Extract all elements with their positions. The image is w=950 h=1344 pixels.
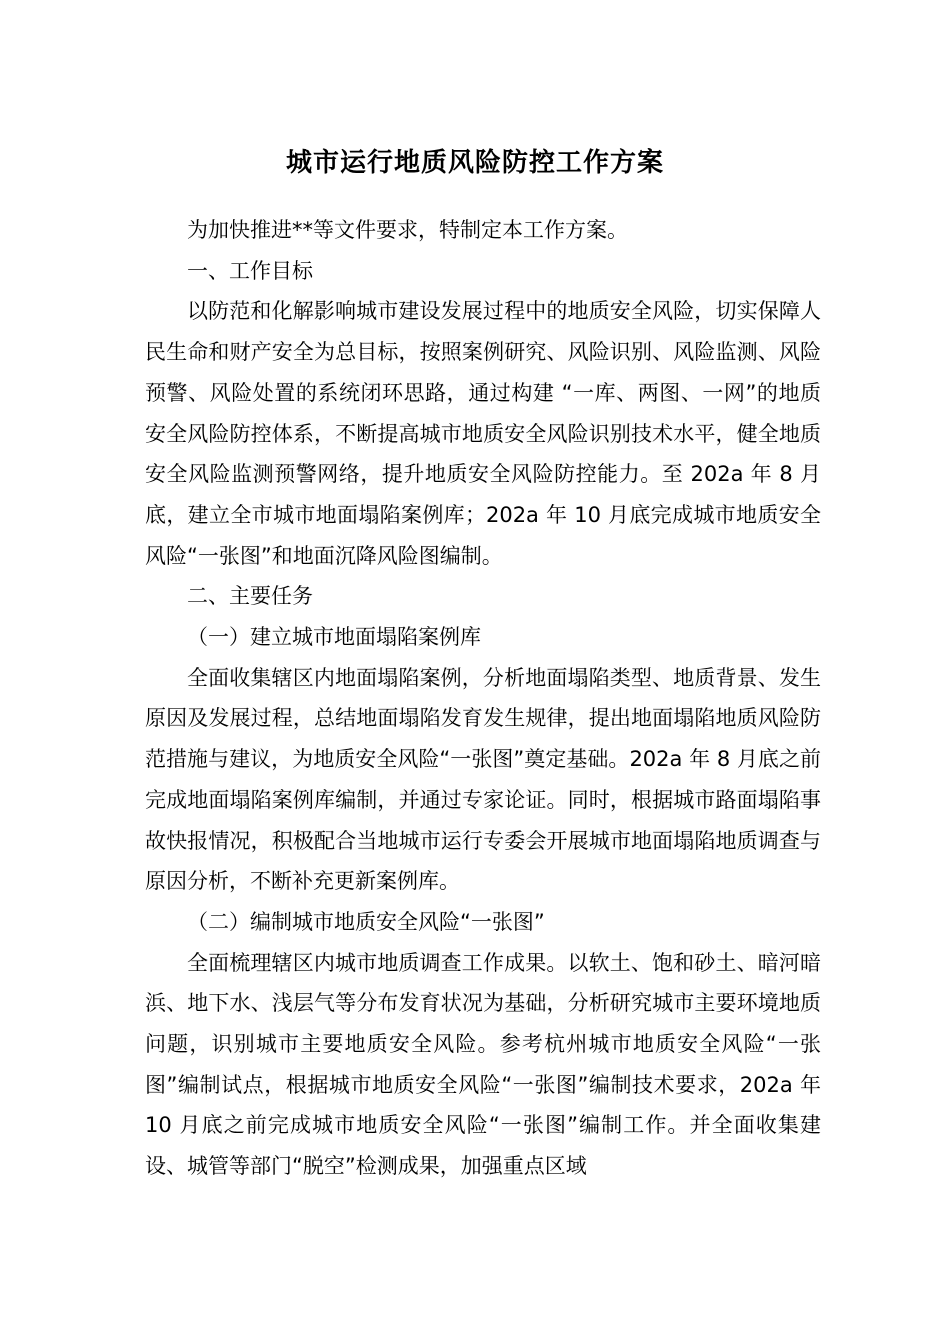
case-library-paragraph: 全面收集辖区内地面塌陷案例，分析地面塌陷类型、地质背景、发生原因及发展过程，总结地面塌陷发育发生规律，提出地面塌陷地质风险防范措施与建议，为地质安全风险“一张图”奠定基础。202a 年 8 月底之前完成地面塌陷案例库编制，并通过专家论证。同时，根据城市路面塌陷事故快报情况，积极配合当地城市运行专委会开展城市地面塌陷地质调查与原因分析，不断补充更新案例库。 <box>145 665 821 894</box>
risk-map-paragraph: 全面梳理辖区内城市地质调查工作成果。以软土、饱和砂土、暗河暗浜、地下水、浅层气等分布发育状况为基础，分析研究城市主要环境地质问题，识别城市主要地质安全风险。参考杭州城市地质安全风险“一张图”编制试点，根据城市地质安全风险“一张图”编制技术要求，202a 年 10 月底之前完成城市地质安全风险“一张图”编制工作。并全面收集建设、城管等部门“脱空”检测成果，加强重点区域 <box>145 950 821 1179</box>
document-title: 城市运行地质风险防控工作方案 <box>285 148 664 178</box>
section-heading-tasks: 二、主要任务 <box>187 584 313 609</box>
subsection-heading-case-library: （一）建立城市地面塌陷案例库 <box>187 625 481 650</box>
section-heading-goals: 一、工作目标 <box>187 258 313 283</box>
document-body <box>145 210 821 1187</box>
intro-paragraph: 为加快推进**等文件要求，特制定本工作方案。 <box>187 218 628 242</box>
goals-paragraph: 以防范和化解影响城市建设发展过程中的地质安全风险，切实保障人民生命和财产安全为总目标，按照案例研究、风险识别、风险监测、风险预警、风险处置的系统闭环思路，通过构建 “一库、两图、一网”的地质安全风险防控体系，不断提高城市地质安全风险识别技术水平，健全地质安全风险监测预警网络，提升地质安全风险防控能力。至 202a 年 8 月底，建立全市城市地面塌陷案例库；202a 年 10 月底完成城市地质安全风险“一张图”和地面沉降风险图编制。 <box>145 299 821 568</box>
subsection-heading-risk-map: （二）编制城市地质安全风险“一张图” <box>187 909 545 934</box>
